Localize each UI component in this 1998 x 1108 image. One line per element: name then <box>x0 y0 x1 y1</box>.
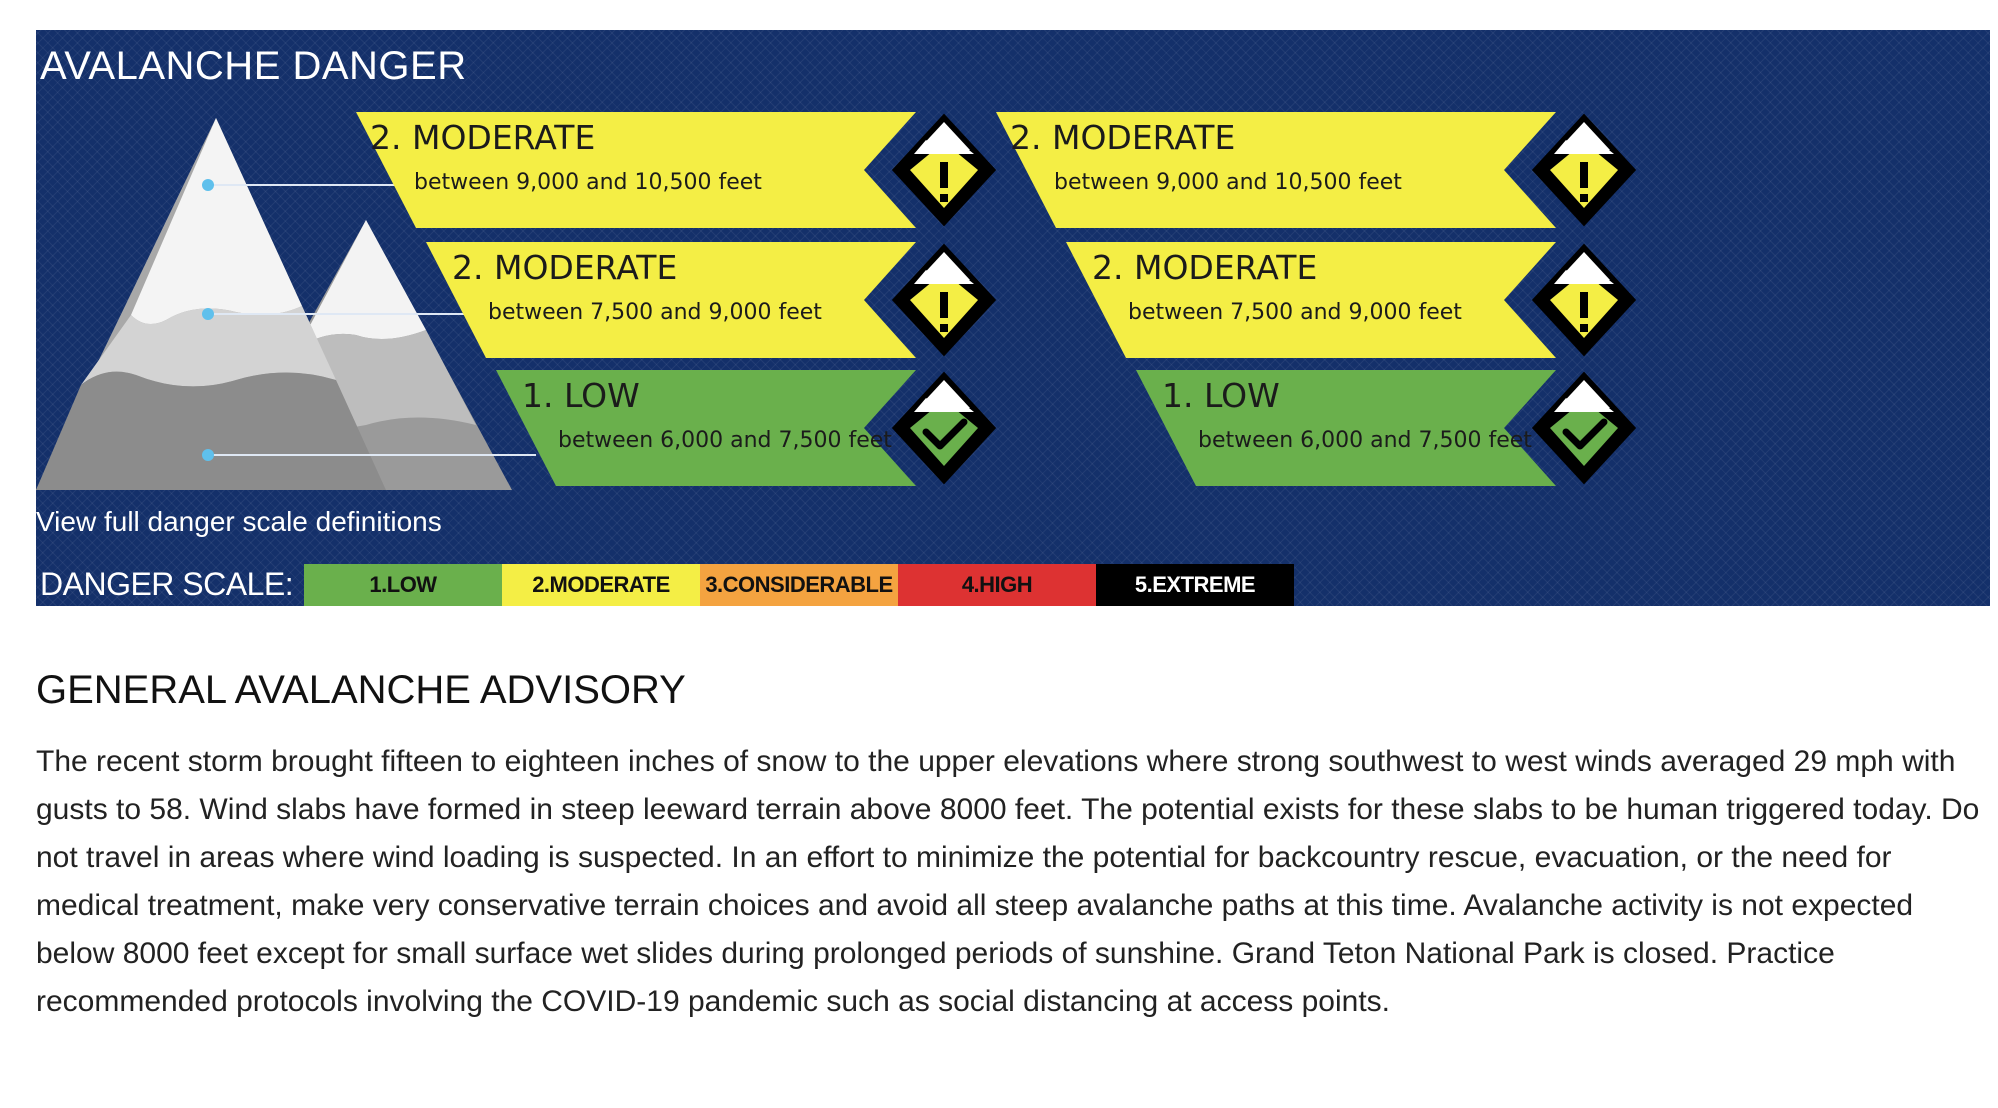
moderate-warning-icon <box>1532 242 1636 362</box>
danger-scale-level: 2.MODERATE <box>502 564 700 606</box>
danger-band <box>426 242 956 358</box>
elevation-range-label: between 9,000 and 10,500 feet <box>414 170 762 195</box>
low-check-icon <box>892 370 996 490</box>
danger-scale-label: DANGER SCALE: <box>40 566 294 602</box>
danger-band <box>996 112 1596 228</box>
low-check-icon <box>1532 370 1636 490</box>
danger-band <box>496 370 956 486</box>
elevation-range-label: between 9,000 and 10,500 feet <box>1054 170 1402 195</box>
danger-scale <box>36 564 1296 606</box>
danger-band <box>356 112 956 228</box>
avalanche-danger-panel <box>36 30 1990 606</box>
moderate-warning-icon <box>1532 112 1636 232</box>
danger-scale-level: 1.LOW <box>304 564 502 606</box>
danger-level-label: 1. LOW <box>522 376 640 415</box>
danger-scale-level: 4.HIGH <box>898 564 1096 606</box>
view-danger-scale-link[interactable]: View full danger scale definitions <box>36 506 442 537</box>
danger-level-label: 2. MODERATE <box>1092 248 1318 287</box>
danger-level-label: 2. MODERATE <box>452 248 678 287</box>
panel-title: AVALANCHE DANGER <box>40 44 467 88</box>
danger-level-label: 2. MODERATE <box>1010 118 1236 157</box>
danger-level-label: 2. MODERATE <box>370 118 596 157</box>
danger-scale-level: 5.EXTREME <box>1096 564 1294 606</box>
elevation-range-label: between 6,000 and 7,500 feet <box>558 428 892 453</box>
danger-band <box>1136 370 1596 486</box>
elevation-range-label: between 7,500 and 9,000 feet <box>488 300 822 325</box>
advisory-body: The recent storm brought fifteen to eighteen inches of snow to the upper elevations where strong southwest to west winds averaged 29 mph with gusts to 58. Wind slabs have formed in steep leeward terrain above 8000 feet. The potential exists for these slabs to be human triggered today. Do not travel in areas where wind loading is suspected. In an effort to minimize the potential for backcountry rescue, evacuation, or the need for medical treatment, make very conservative terrain choices and avoid all steep avalanche paths at this time. Avalanche activity is not expected below 8000 feet except for small surface wet slides during prolonged periods of sunshine. Grand Teton National Park is closed. Practice recommended protocols involving the COVID-19 pandemic such as social distancing at access points. <box>36 745 1980 1018</box>
moderate-warning-icon <box>892 112 996 232</box>
advisory-title: GENERAL AVALANCHE ADVISORY <box>36 668 686 712</box>
danger-level-label: 1. LOW <box>1162 376 1280 415</box>
elevation-range-label: between 6,000 and 7,500 feet <box>1198 428 1532 453</box>
danger-scale-level: 3.CONSIDERABLE <box>700 564 898 606</box>
danger-band <box>1066 242 1596 358</box>
moderate-warning-icon <box>892 242 996 362</box>
elevation-range-label: between 7,500 and 9,000 feet <box>1128 300 1462 325</box>
